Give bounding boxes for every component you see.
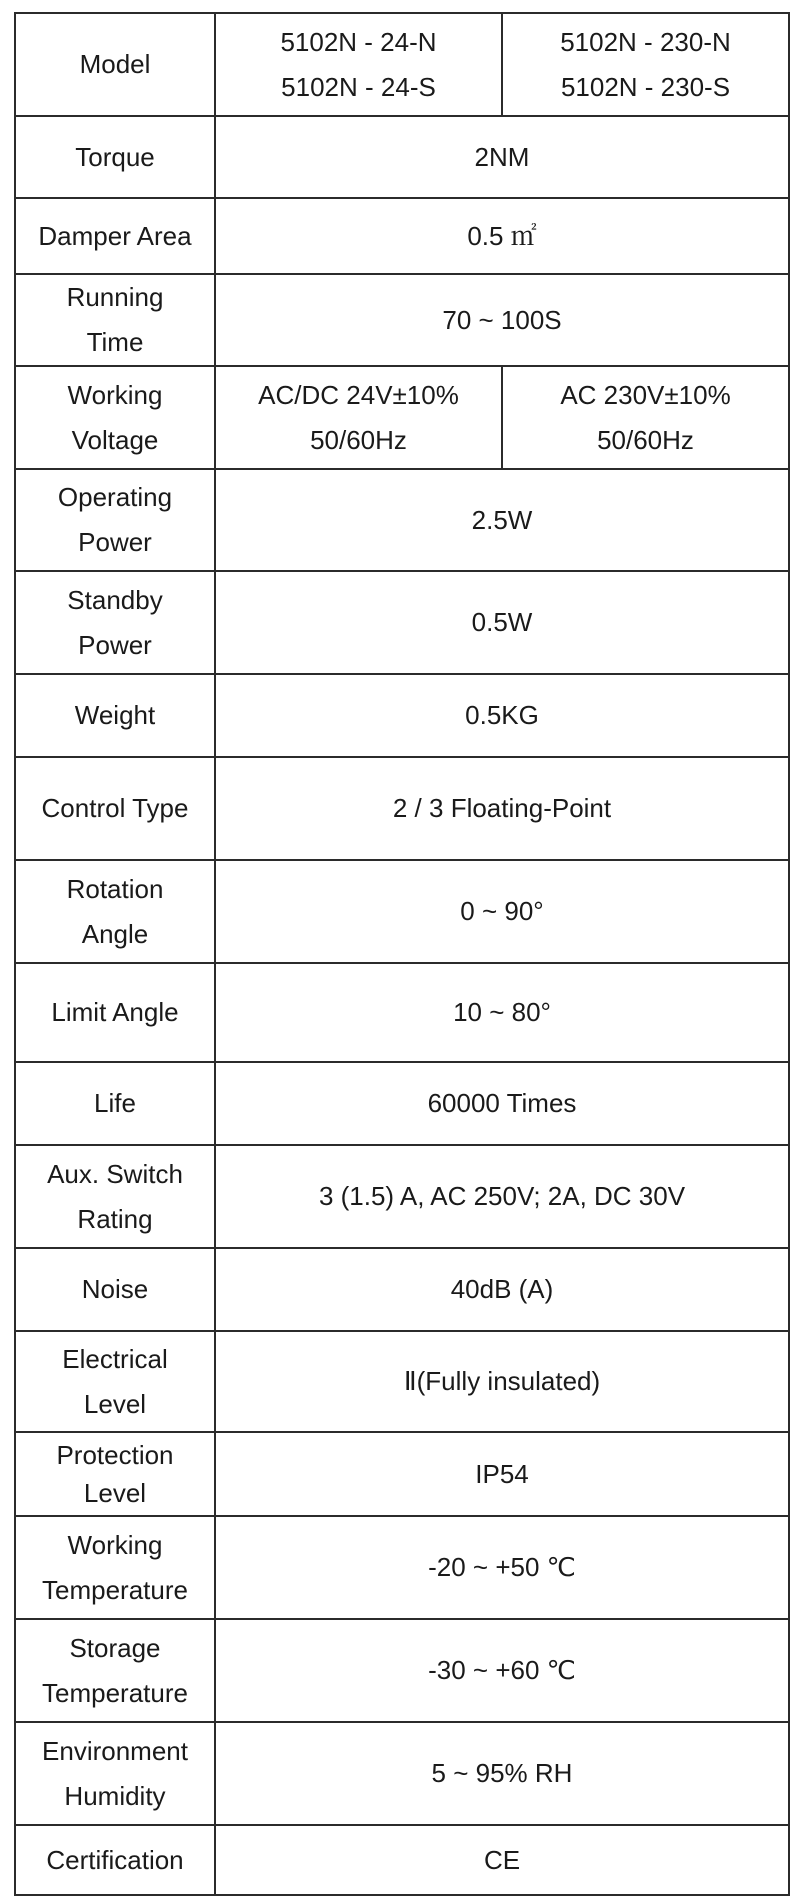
model-label: Model [15,13,215,116]
row-environment-humidity [15,1722,789,1825]
rotation-angle-label: Rotation Angle [15,860,215,963]
row-control-type [15,757,789,860]
standby-power-value: 0.5W [215,571,789,674]
aux-switch-value: 3 (1.5) A, AC 250V; 2A, DC 30V [215,1145,789,1248]
row-running-time [15,274,789,366]
damper-area-value: 0.5 ㎡ [215,198,789,274]
torque-value: 2NM [215,116,789,198]
row-certification [15,1825,789,1895]
control-type-value: 2 / 3 Floating-Point [215,757,789,860]
certification-label: Certification [15,1825,215,1895]
row-standby-power [15,571,789,674]
limit-angle-label: Limit Angle [15,963,215,1062]
protection-level-value: IP54 [215,1432,789,1516]
torque-label: Torque [15,116,215,198]
noise-value: 40dB (A) [215,1248,789,1331]
voltage-230v-cell: AC 230V±10% 50/60Hz [502,366,789,469]
operating-power-label: Operating Power [15,469,215,571]
model-24v-line1: 5102N - 24-N [280,26,437,57]
protection-level-label: Protection Level [15,1432,215,1516]
weight-value: 0.5KG [215,674,789,757]
life-value: 60000 Times [215,1062,789,1145]
rotation-angle-value: 0 ~ 90° [215,860,789,963]
row-storage-temperature [15,1619,789,1722]
electrical-level-value: Ⅱ(Fully insulated) [215,1331,789,1432]
model-24v-line2: 5102N - 24-S [281,71,436,102]
working-voltage-label: Working Voltage [15,366,215,469]
row-electrical-level [15,1331,789,1432]
model-230v-line2: 5102N - 230-S [560,71,731,102]
model-230v-cell [502,13,789,116]
row-operating-power [15,469,789,571]
environment-humidity-label: Environment Humidity [15,1722,215,1825]
row-weight [15,674,789,757]
working-temperature-value: -20 ~ +50 ℃ [215,1516,789,1619]
row-working-temperature [15,1516,789,1619]
running-time-value: 70 ~ 100S [215,274,789,366]
row-working-voltage [15,366,789,469]
certification-value: CE [215,1825,789,1895]
spec-table [14,12,790,1896]
storage-temperature-label: Storage Temperature [15,1619,215,1722]
control-type-label: Control Type [15,757,215,860]
model-230v-line1: 5102N - 230-N [560,26,731,57]
model-24v-cell [215,13,502,116]
damper-area-label: Damper Area [15,198,215,274]
environment-humidity-value: 5 ~ 95% RH [215,1722,789,1825]
row-life [15,1062,789,1145]
weight-label: Weight [15,674,215,757]
limit-angle-value: 10 ~ 80° [215,963,789,1062]
standby-power-label: Standby Power [15,571,215,674]
row-rotation-angle [15,860,789,963]
running-time-label: Running Time [15,274,215,366]
aux-switch-label: Aux. Switch Rating [15,1145,215,1248]
row-damper-area [15,198,789,274]
life-label: Life [15,1062,215,1145]
row-aux-switch [15,1145,789,1248]
noise-label: Noise [15,1248,215,1331]
working-temperature-label: Working Temperature [15,1516,215,1619]
electrical-level-label: Electrical Level [15,1331,215,1432]
row-model [15,13,789,116]
row-protection-level [15,1432,789,1516]
row-torque [15,116,789,198]
storage-temperature-value: -30 ~ +60 ℃ [215,1619,789,1722]
row-limit-angle [15,963,789,1062]
row-noise [15,1248,789,1331]
operating-power-value: 2.5W [215,469,789,571]
voltage-24v-cell: AC/DC 24V±10% 50/60Hz [215,366,502,469]
